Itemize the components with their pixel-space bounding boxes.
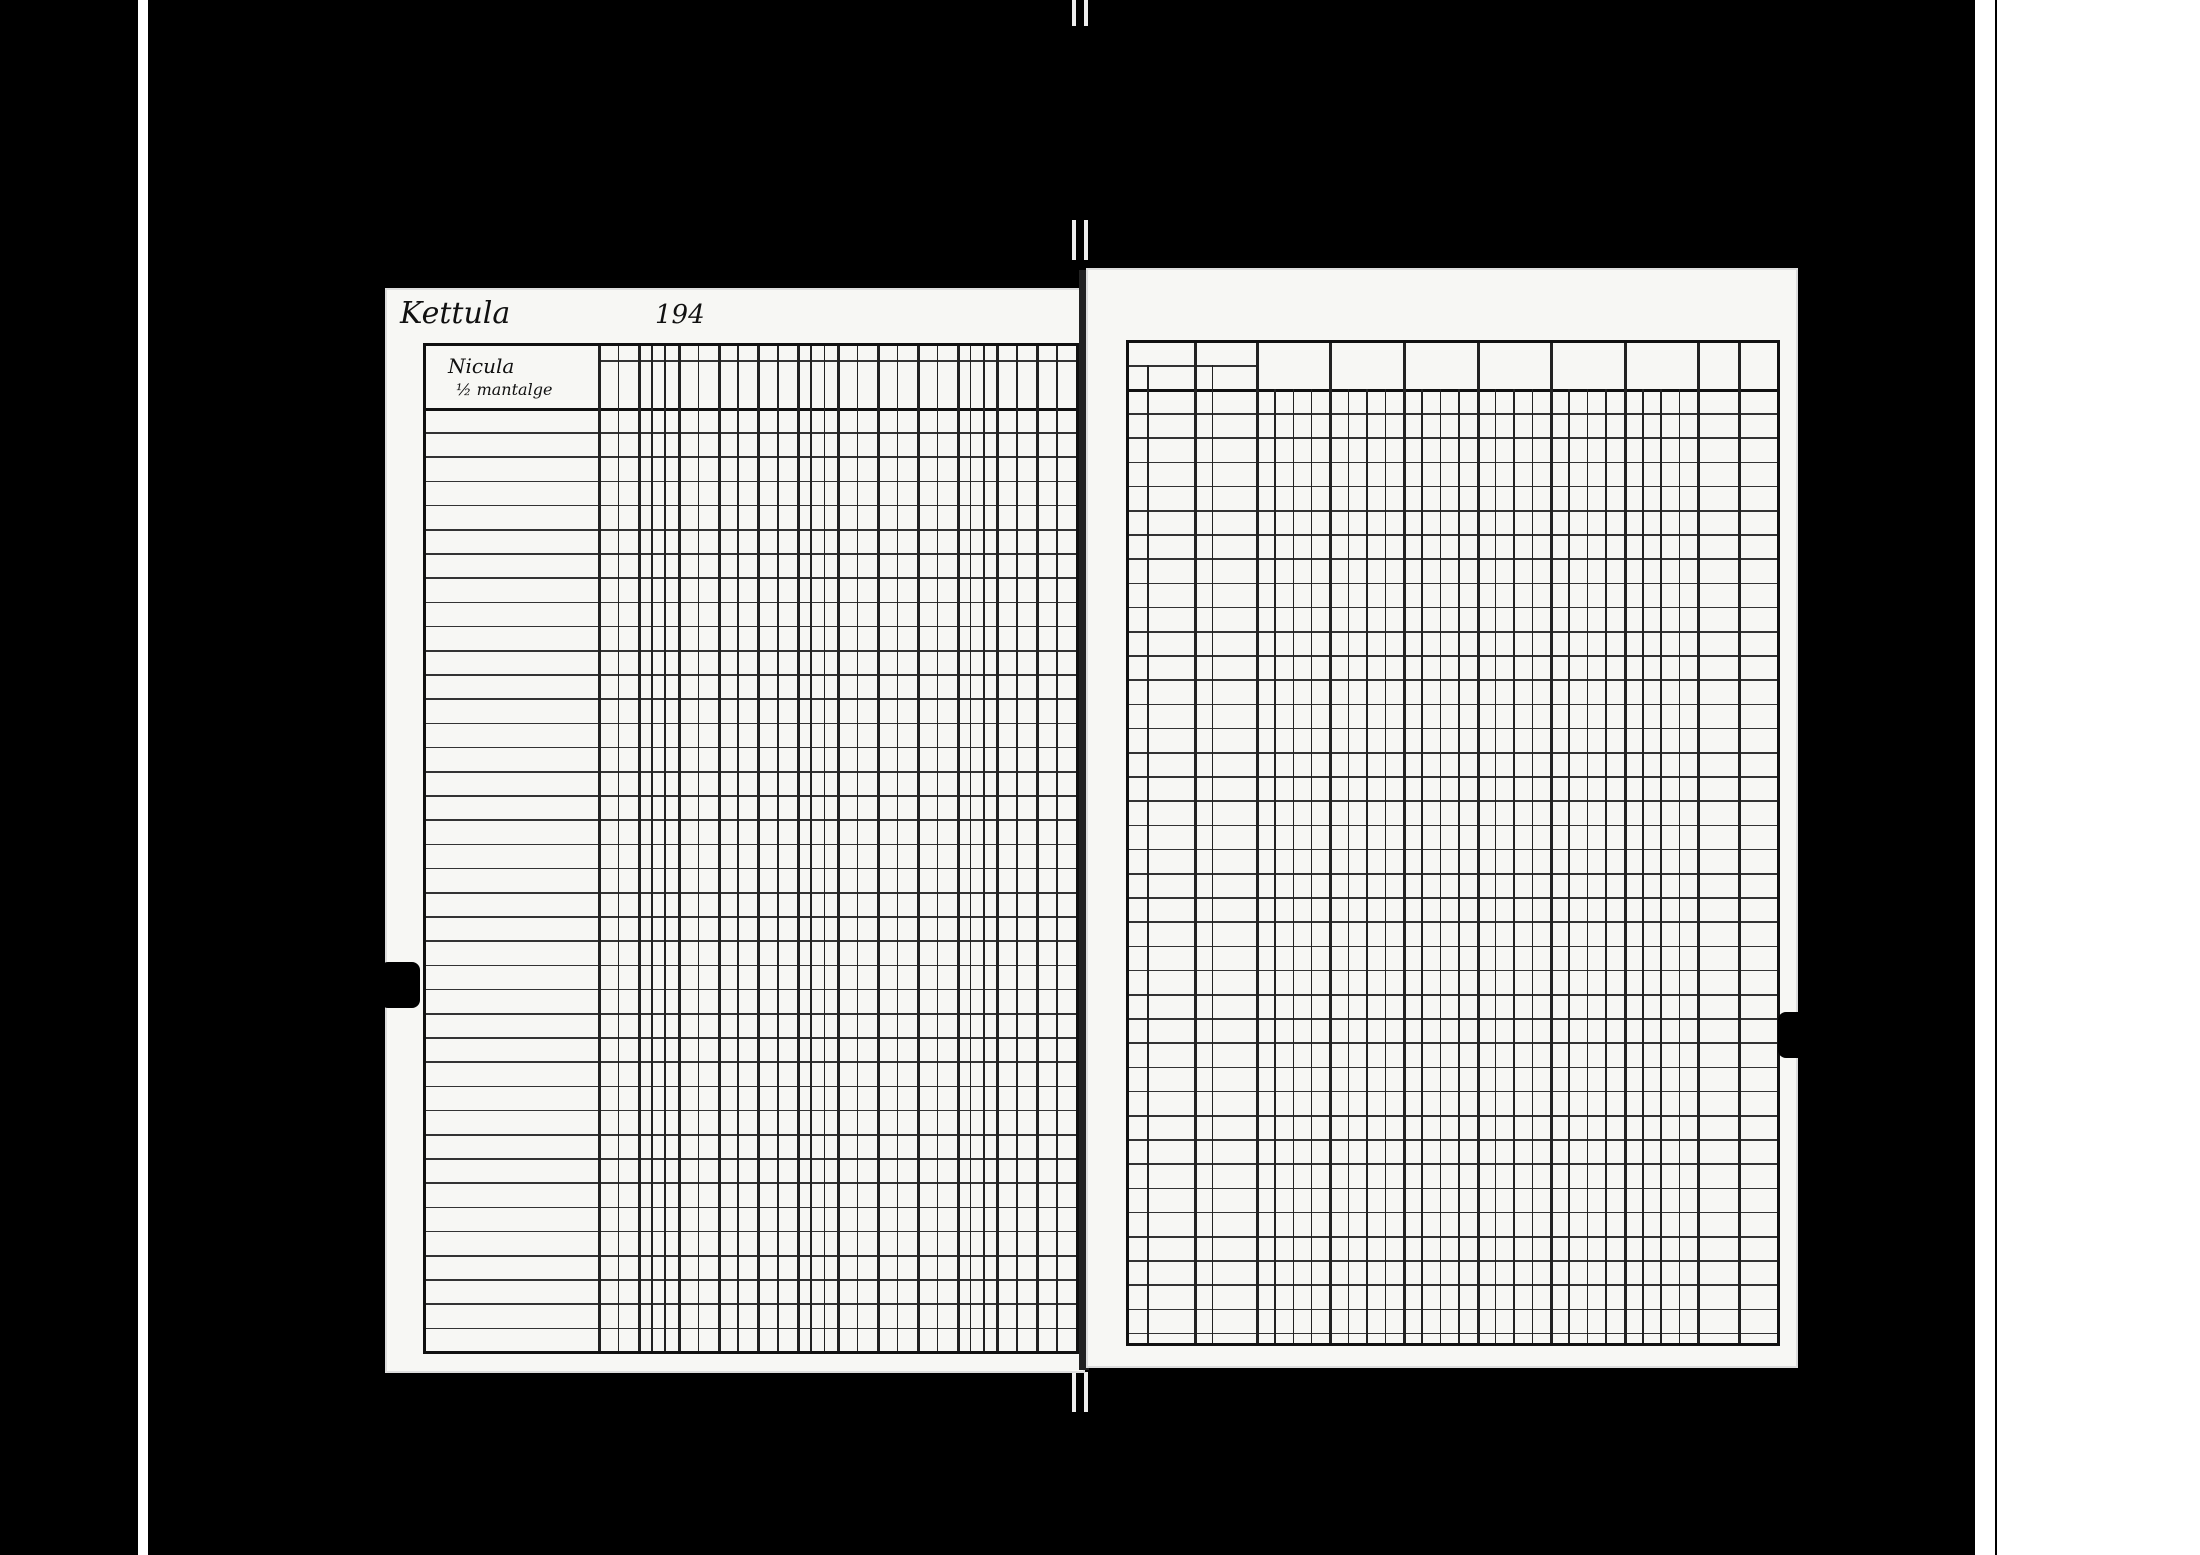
subcolumn-divider (1587, 389, 1589, 1343)
row-line (426, 1255, 1076, 1257)
row-line (426, 1231, 1076, 1233)
row-line (426, 1158, 1076, 1160)
column-divider (678, 346, 681, 1351)
row-line (426, 989, 1076, 991)
row-line (426, 723, 1076, 725)
film-strip-right-inner (1997, 0, 2200, 1555)
subcolumn-divider (1679, 389, 1681, 1343)
subcolumn-divider (1056, 346, 1058, 1351)
subcolumn-divider (983, 346, 985, 1351)
row-line (426, 602, 1076, 604)
row-line (426, 529, 1076, 531)
film-mark-top-1 (1072, 0, 1076, 26)
row-line (426, 1013, 1076, 1015)
row-line (426, 698, 1076, 700)
subcolumn-divider (1212, 365, 1214, 1343)
subcolumn-divider (1385, 389, 1387, 1343)
subcolumn-divider (857, 346, 859, 1351)
subcolumn-divider (1293, 389, 1295, 1343)
row-line (426, 1061, 1076, 1063)
row-line (426, 1207, 1076, 1209)
column-divider (877, 346, 880, 1351)
subcolumn-divider (1495, 389, 1497, 1343)
row-line (426, 481, 1076, 483)
row-line (426, 940, 1076, 942)
subcolumn-divider (897, 346, 899, 1351)
column-divider (1329, 343, 1332, 1343)
row-line (426, 626, 1076, 628)
subcolumn-divider (1605, 389, 1607, 1343)
row-line (426, 1134, 1076, 1136)
binding-hole-left (380, 962, 420, 1008)
row-line (426, 965, 1076, 967)
row-line (426, 432, 1076, 434)
column-divider (1624, 343, 1627, 1343)
subcolumn-divider (1532, 389, 1534, 1343)
column-divider (1550, 343, 1553, 1343)
subcolumn-divider (1660, 389, 1662, 1343)
column-divider (1256, 343, 1259, 1343)
subcolumn-divider (1568, 389, 1570, 1343)
row-line (426, 1086, 1076, 1088)
row-line (426, 1303, 1076, 1305)
film-mark-mid-2 (1084, 220, 1088, 260)
row-line (426, 505, 1076, 507)
subcolumn-divider (970, 346, 972, 1351)
row-line (426, 1110, 1076, 1112)
column-divider (1403, 343, 1406, 1343)
row-line (426, 1182, 1076, 1184)
parish-title: Kettula (400, 296, 511, 331)
subcolumn-divider (777, 346, 779, 1351)
row-line (426, 1328, 1076, 1330)
column-divider (718, 346, 721, 1351)
left-register-grid (423, 343, 1079, 1354)
row-line (426, 868, 1076, 870)
column-divider (1697, 343, 1700, 1343)
name-column-subheader: ½ mantalge (456, 380, 553, 399)
page-number: 194 (655, 300, 705, 330)
subcolumn-divider (1642, 389, 1644, 1343)
film-mark-top-2 (1084, 0, 1088, 26)
column-divider (957, 346, 960, 1351)
column-divider (757, 346, 760, 1351)
header-divider (426, 408, 1076, 411)
film-mark-mid-1 (1072, 220, 1076, 260)
row-line (426, 819, 1076, 821)
row-line (426, 795, 1076, 797)
subcolumn-divider (1016, 346, 1018, 1351)
row-line (426, 1037, 1076, 1039)
subcolumn-divider (1458, 389, 1460, 1343)
row-line (426, 844, 1076, 846)
subcolumn-divider (664, 346, 666, 1351)
subcolumn-divider (651, 346, 653, 1351)
subcolumn-divider (824, 346, 826, 1351)
row-line (426, 674, 1076, 676)
subcolumn-divider (1366, 389, 1368, 1343)
column-divider (1738, 343, 1741, 1343)
film-strip-right-outer (1975, 0, 1995, 1555)
right-page (1086, 268, 1798, 1368)
row-line (426, 771, 1076, 773)
name-column-header: Nicula (448, 354, 515, 378)
row-line (426, 892, 1076, 894)
subcolumn-divider (618, 346, 620, 1351)
row-line (426, 1279, 1076, 1281)
subcolumn-divider (1513, 389, 1515, 1343)
subcolumn-divider (1311, 389, 1313, 1343)
subcolumn-divider (737, 346, 739, 1351)
column-divider (1477, 343, 1480, 1343)
name-column-divider (598, 346, 601, 1351)
subcolumn-divider (1348, 389, 1350, 1343)
binding-hole-right (1778, 1012, 1818, 1058)
subcolumn-divider (1440, 389, 1442, 1343)
left-page (385, 288, 1085, 1373)
subcolumn-divider (698, 346, 700, 1351)
column-divider (1194, 343, 1197, 1343)
row-line (426, 577, 1076, 579)
row-line (426, 456, 1076, 458)
subcolumn-divider (1147, 365, 1149, 1343)
column-divider (638, 346, 641, 1351)
row-line (426, 747, 1076, 749)
film-mark-bottom-1 (1072, 1372, 1076, 1412)
column-divider (996, 346, 999, 1351)
row-line (426, 650, 1076, 652)
column-divider (917, 346, 920, 1351)
subcolumn-divider (810, 346, 812, 1351)
subcolumn-divider (1274, 389, 1276, 1343)
subcolumn-divider (937, 346, 939, 1351)
row-line (426, 553, 1076, 555)
row-line (426, 916, 1076, 918)
column-divider (837, 346, 840, 1351)
right-register-grid (1126, 340, 1780, 1346)
subcolumn-divider (1421, 389, 1423, 1343)
film-mark-bottom-2 (1084, 1372, 1088, 1412)
column-divider (1036, 346, 1039, 1351)
film-strip-left (138, 0, 148, 1555)
column-divider (797, 346, 800, 1351)
